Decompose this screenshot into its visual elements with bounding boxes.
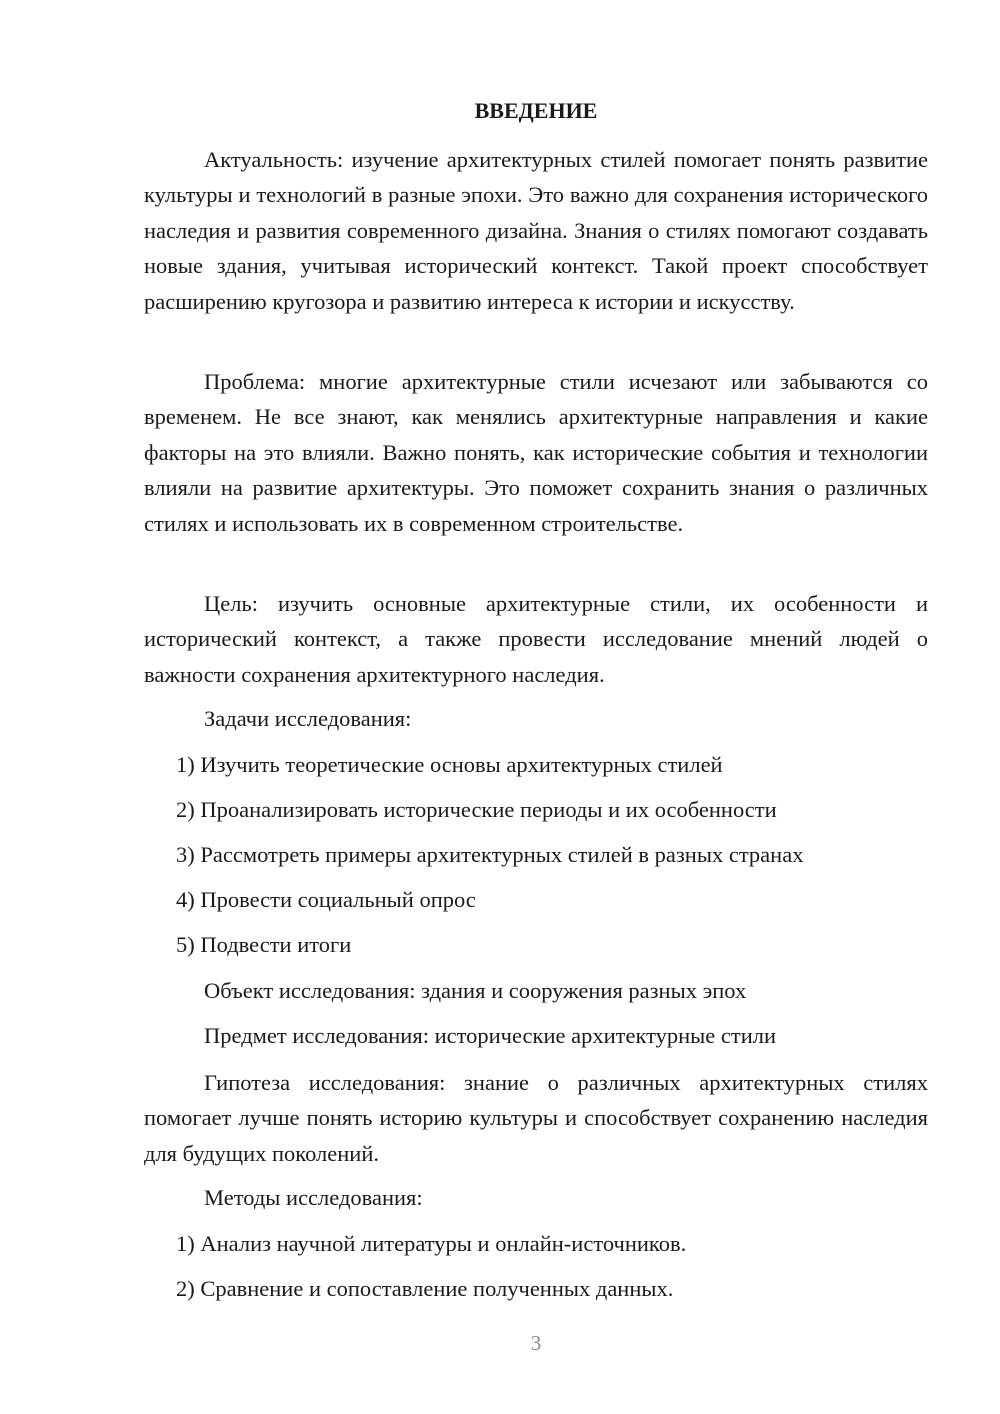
- paragraph-object: Объект исследования: здания и сооружения разных эпох: [204, 978, 747, 1003]
- paragraph-hypothesis: Гипотеза исследования: знание о различных архитектурных стилях помогает лучше понять историю культуры и способствует сохранению наследия для будущих поколений.: [144, 1070, 928, 1166]
- list-item-task-5: 5) Подвести итоги: [176, 932, 352, 957]
- list-item-method-2: 2) Сравнение и сопоставление полученных данных.: [176, 1276, 674, 1301]
- page-number: 3: [530, 1331, 542, 1355]
- paragraph-goal: Цель: изучить основные архитектурные стили, их особенности и исторический контекст, а также провести исследование мнений людей о важности сохранения архитектурного наследия.: [144, 591, 928, 687]
- list-item-task-2: 2) Проанализировать исторические периоды и их особенности: [176, 797, 777, 822]
- tasks-heading: Задачи исследования:: [204, 706, 412, 731]
- paragraph-relevance: Актуальность: изучение архитектурных стилей помогает понять развитие культуры и технологий в разные эпохи. Это важно для сохранения исторического наследия и развития современного дизайна. Знания о стилях помогают создавать новые здания, учитывая исторический контекст. Такой проект способствует расширению кругозора и развитию интереса к истории и искусству.: [144, 147, 928, 314]
- list-item-task-4: 4) Провести социальный опрос: [176, 887, 476, 912]
- methods-heading: Методы исследования:: [204, 1185, 423, 1210]
- page-title: ВВЕДЕНИЕ: [474, 98, 598, 123]
- list-item-task-1: 1) Изучить теоретические основы архитектурных стилей: [176, 752, 723, 777]
- list-item-method-1: 1) Анализ научной литературы и онлайн-источников.: [176, 1231, 687, 1256]
- paragraph-problem: Проблема: многие архитектурные стили исчезают или забываются со временем. Не все знают, как менялись архитектурные направления и какие факторы на это влияли. Важно понять, как исторические события и технологии влияли на развитие архитектуры. Это поможет сохранить знания о различных стилях и использовать их в современном строительстве.: [144, 369, 928, 536]
- list-item-task-3: 3) Рассмотреть примеры архитектурных стилей в разных странах: [176, 842, 804, 867]
- paragraph-subject: Предмет исследования: исторические архитектурные стили: [204, 1023, 777, 1048]
